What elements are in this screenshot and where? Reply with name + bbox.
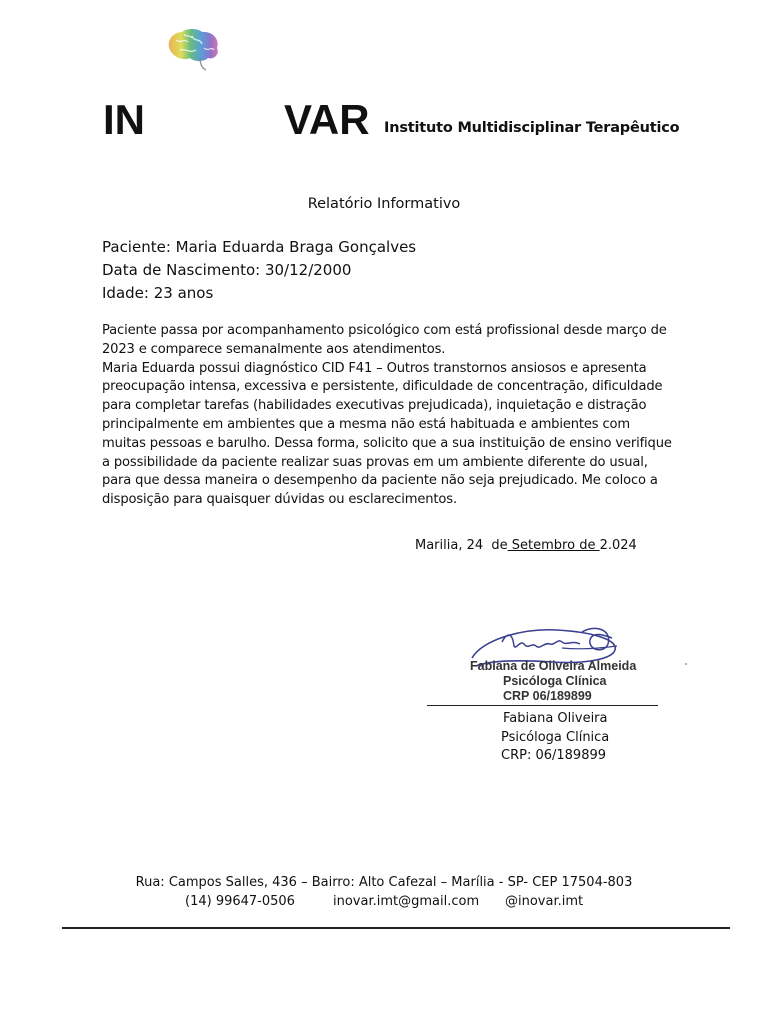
stamp-crp: CRP 06/189899 <box>503 689 592 703</box>
patient-age: Idade: 23 anos <box>102 284 214 302</box>
footer-divider <box>62 927 730 929</box>
footer-address: Rua: Campos Salles, 436 – Bairro: Alto Cafezal – Marília - SP- CEP 17504-803 <box>135 875 633 890</box>
signature-line <box>427 705 658 706</box>
patient-birthdate: Data de Nascimento: 30/12/2000 <box>102 261 352 279</box>
stray-mark <box>685 663 687 665</box>
document-title: Relatório Informativo <box>307 196 461 212</box>
stamp-role: Psicóloga Clínica <box>503 674 607 688</box>
stamp-name: Fabiana de Oliveira Almeida <box>470 659 637 673</box>
signer-block <box>501 710 609 766</box>
date-year: 2.024 <box>599 538 637 553</box>
date-prefix: Marilia, 24 de <box>415 538 508 553</box>
professional-stamp <box>470 659 636 704</box>
report-paragraph-2: Maria Eduarda possui diagnóstico CID F41 – Outros transtornos ansiosos e apresenta preocupação intensa, excessiva e persistente, dificuldade de concentração, dificuldade para completar tarefas (habilidades executivas prejudicada), inquietação e distração principalmente em ambientes que a mesma não está habituada e ambientes com muitas pessoas e barulho. Dessa forma, solicito que a sua instituição de ensino verifique a possibilidade da paciente realizar suas provas em um ambiente diferente do usual, para que dessa maneira o desempenho da paciente não seja prejudicado. Me coloco a disposição para quaisquer dúvidas ou esclarecimentos. <box>102 360 672 508</box>
date-month: Setembro de <box>507 538 600 553</box>
brain-icon <box>164 26 222 72</box>
report-body <box>102 322 672 510</box>
footer-instagram: @inovar.imt <box>505 894 584 909</box>
report-date <box>415 538 637 553</box>
report-paragraph-1: Paciente passa por acompanhamento psicológico com está profissional desde março de 2023 e comparece semanalmente aos atendimentos. <box>102 323 667 357</box>
brand-name-right: VAR <box>284 96 370 143</box>
patient-name: Paciente: Maria Eduarda Braga Gonçalves <box>102 238 417 256</box>
signer-crp: CRP: 06/189899 <box>501 748 607 763</box>
signer-name: Fabiana Oliveira <box>503 711 608 726</box>
brand-subtitle: Instituto Multidisciplinar Terapêutico <box>384 120 680 136</box>
signer-role: Psicóloga Clínica <box>501 729 610 745</box>
footer-phone: (14) 99647-0506 <box>185 894 295 909</box>
brand-name-left: IN <box>103 96 145 143</box>
footer-email: inovar.imt@gmail.com <box>333 894 480 909</box>
